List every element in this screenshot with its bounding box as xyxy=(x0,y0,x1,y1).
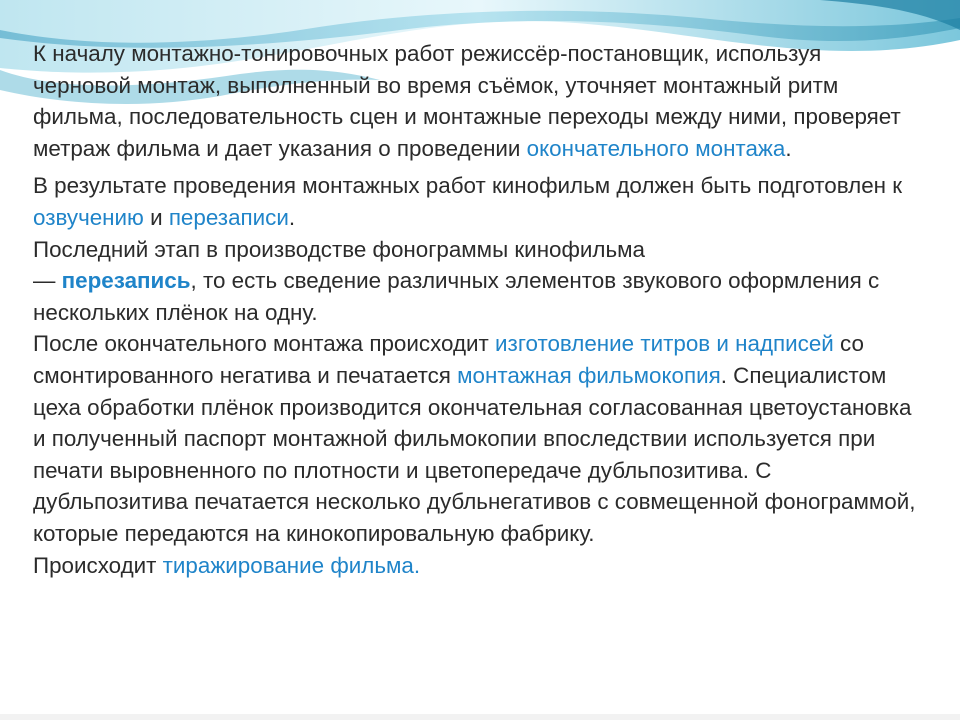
text-run: . xyxy=(288,204,296,230)
link-edited-print[interactable]: монтажная фильмокопия xyxy=(457,362,721,388)
text-run: со смонтированного негатива и печатается xyxy=(33,331,864,388)
text-run: Происходит xyxy=(33,552,163,578)
link-dubbing[interactable]: озвучению xyxy=(33,204,144,230)
paragraph-1 xyxy=(33,38,923,164)
slide-text-body xyxy=(33,38,923,581)
bottom-bar xyxy=(0,714,960,720)
paragraph-3a xyxy=(33,234,923,266)
text-run: После окончательного монтажа происходит xyxy=(33,331,496,357)
link-titles[interactable]: изготовление титров и надписей xyxy=(495,331,834,357)
text-run: . Специалистом цеха обработки плёнок производится окончательная согласованная цветоустановка и полученный паспорт монтажной фильмокопии впоследствии используется при печати выровненного по плотности и цветопередаче дубльпозитива. С дубльпозитива печатается несколько дубльнегативов с совмещенной фонограммой, которые передаются на кинокопировальную фабрику. xyxy=(33,362,916,546)
paragraph-3b xyxy=(33,265,923,328)
text-run: и xyxy=(143,204,169,230)
paragraph-2 xyxy=(33,170,923,233)
link-rerecording[interactable]: перезаписи xyxy=(168,204,289,230)
text-run: Последний этап в производстве фонограммы кинофильма xyxy=(33,236,646,262)
text-run: В результате проведения монтажных работ кинофильм должен быть подготовлен к xyxy=(33,173,903,199)
text-run: . xyxy=(785,135,792,161)
paragraph-4 xyxy=(33,328,923,549)
link-rerecording-bold[interactable]: перезапись xyxy=(61,268,191,294)
link-replication[interactable]: тиражирование фильма. xyxy=(162,552,421,578)
text-run: — xyxy=(33,268,62,294)
text-run: К началу монтажно-тонировочных работ режиссёр-постановщик, используя черновой монтаж, выполненный во время съёмок, уточняет монтажный ритм фильма, последовательность сцен и монтажные переходы между ними, проверяет метраж фильма и дает указания о проведении xyxy=(33,41,901,161)
paragraph-5 xyxy=(33,550,923,582)
text-run: , то есть сведение различных элементов звукового оформления с нескольких плёнок на одну. xyxy=(33,268,880,325)
link-final-editing[interactable]: окончательного монтажа xyxy=(526,135,786,161)
